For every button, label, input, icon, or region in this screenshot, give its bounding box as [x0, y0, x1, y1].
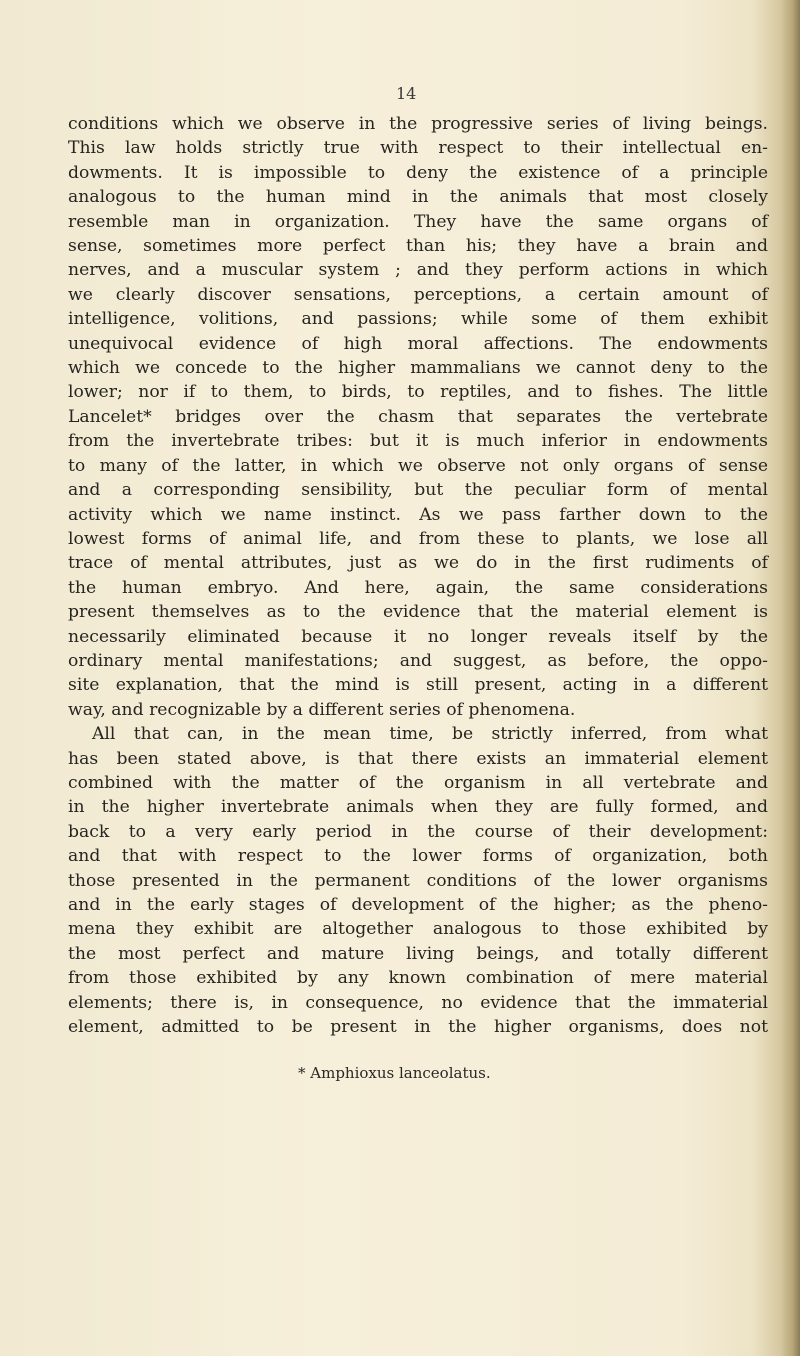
page-edge-shadow: [780, 0, 800, 1356]
text-line: site explanation, that the mind is still present, acting in a different: [68, 675, 768, 696]
text-line: elements; there is, in consequence, no evidence that the immaterial: [68, 992, 768, 1013]
text-line: analogous to the human mind in the animals that most closely: [68, 187, 768, 208]
text-line: we clearly discover sensations, perceptions, a certain amount of: [68, 284, 768, 305]
text-line: in the higher invertebrate animals when they are fully formed, and: [68, 797, 768, 818]
text-line: necessarily eliminated because it no longer reveals itself by the: [68, 626, 768, 647]
text-line: mena they exhibit are altogether analogous to those exhibited by: [68, 919, 768, 940]
text-line: combined with the matter of the organism in all vertebrate and: [68, 772, 768, 793]
text-line: from the invertebrate tribes: but it is much inferior in endowments: [68, 431, 768, 452]
text-line: present themselves as to the evidence that the material element is: [68, 602, 768, 623]
text-line: trace of mental attributes, just as we do in the first rudiments of: [68, 553, 768, 574]
text-line: from those exhibited by any known combination of mere material: [68, 968, 768, 989]
text-line: sense, sometimes more perfect than his; they have a brain and: [68, 236, 768, 257]
text-line: nerves, and a muscular system ; and they perform actions in which: [68, 260, 768, 281]
text-line: This law holds strictly true with respect to their intellectual en-: [68, 138, 768, 159]
body-text: [68, 112, 768, 1039]
text-line: the human embryo. And here, again, the same considerations: [68, 577, 768, 598]
text-line: resemble man in organization. They have the same organs of: [68, 211, 768, 232]
text-line: way, and recognizable by a different series of phenomena.: [68, 699, 576, 720]
text-line: element, admitted to be present in the higher organisms, does not: [68, 1017, 768, 1038]
page-number: 14: [396, 84, 417, 103]
text-line: and that with respect to the lower forms of organization, both: [68, 846, 768, 867]
text-line: All that can, in the mean time, be strictly inferred, from what: [92, 724, 768, 745]
text-line: the most perfect and mature living beings, and totally different: [68, 943, 768, 964]
text-line: intelligence, volitions, and passions; while some of them exhibit: [68, 309, 768, 330]
text-line: back to a very early period in the course of their development:: [68, 821, 768, 842]
text-line: conditions which we observe in the progressive series of living beings.: [68, 114, 768, 134]
text-line: has been stated above, is that there exists an immaterial element: [68, 748, 768, 769]
text-line: to many of the latter, in which we observe not only organs of sense: [68, 455, 768, 476]
text-line: unequivocal evidence of high moral affections. The endowments: [68, 333, 768, 354]
text-line: those presented in the permanent conditions of the lower organisms: [68, 870, 768, 891]
text-line: ordinary mental manifestations; and suggest, as before, the oppo-: [68, 650, 768, 671]
text-line: lower; nor if to them, to birds, to reptiles, and to fishes. The little: [68, 382, 768, 403]
footnote: * Amphioxus lanceolatus.: [298, 1064, 491, 1082]
text-line: and a corresponding sensibility, but the peculiar form of mental: [68, 480, 768, 501]
text-line: Lancelet* bridges over the chasm that separates the vertebrate: [68, 406, 768, 427]
text-line: and in the early stages of development of the higher; as the pheno-: [68, 895, 768, 915]
text-line: activity which we name instinct. As we pass farther down to the: [68, 504, 768, 525]
text-line: which we concede to the higher mammalians we cannot deny to the: [68, 358, 768, 379]
text-line: lowest forms of animal life, and from these to plants, we lose all: [68, 528, 768, 549]
text-line: dowments. It is impossible to deny the existence of a principle: [68, 162, 768, 183]
